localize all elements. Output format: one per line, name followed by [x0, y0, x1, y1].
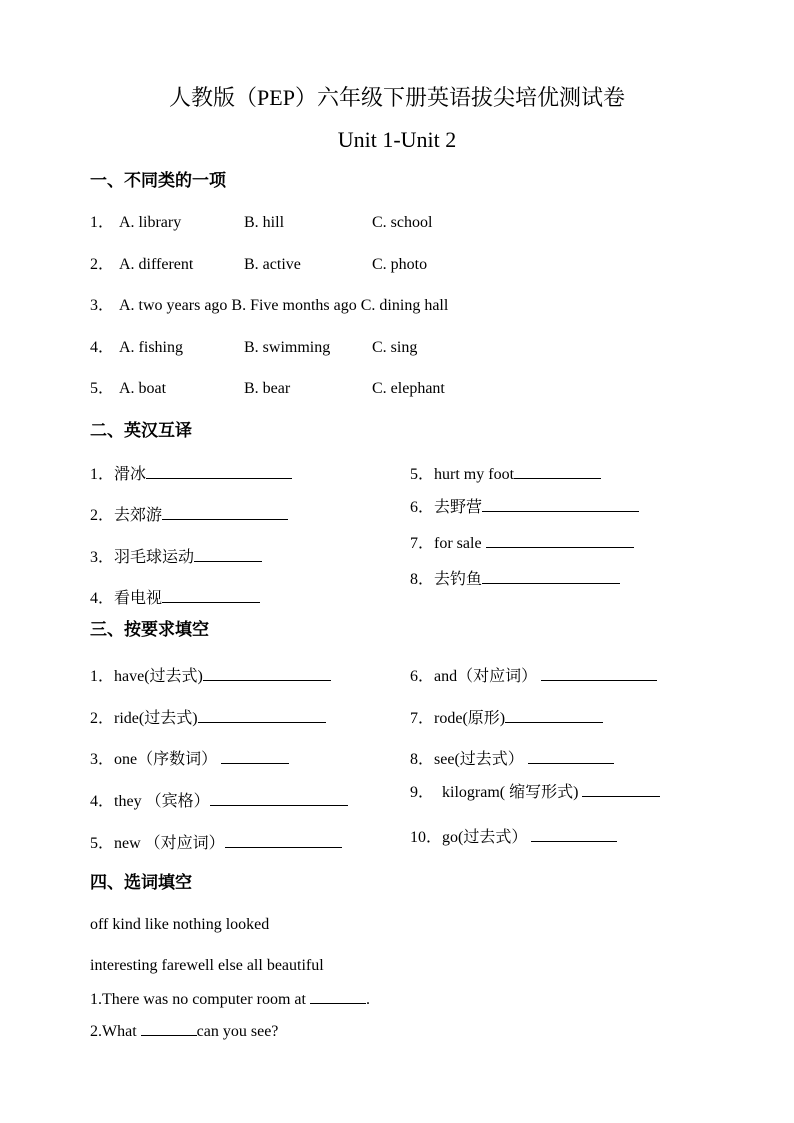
sentence-end: can you see? — [196, 1023, 279, 1040]
item-text: one（序数词） — [114, 751, 218, 768]
answer-blank[interactable] — [146, 463, 292, 479]
answer-blank[interactable] — [310, 988, 366, 1004]
item-text: go(过去式） — [442, 829, 528, 846]
item-number: 1． — [90, 466, 115, 483]
option-a: A. fishing — [119, 339, 183, 356]
question-number: 3． — [90, 297, 115, 314]
option-a: A. boat — [119, 380, 167, 397]
answer-blank[interactable] — [541, 665, 657, 681]
item-number: 2． — [90, 710, 115, 727]
option-c: C. sing — [372, 339, 418, 356]
translation-item — [410, 463, 601, 485]
answer-blank[interactable] — [505, 707, 603, 723]
fill-item — [410, 826, 617, 848]
question-number: 5． — [90, 380, 115, 397]
item-text: 去钓鱼 — [434, 571, 483, 588]
question-number: 2． — [90, 256, 115, 273]
word-bank-line: off kind like nothing looked — [90, 916, 270, 933]
item-text: hurt my foot — [434, 466, 515, 483]
item-number: 5． — [410, 466, 435, 483]
item-number: 3． — [90, 751, 115, 768]
item-number: 3． — [90, 549, 115, 566]
section-3-heading: 三、按要求填空 — [90, 620, 209, 640]
answer-blank[interactable] — [482, 568, 620, 584]
translation-item — [410, 496, 639, 518]
section-2-heading: 二、英汉互译 — [90, 421, 192, 441]
item-text: 滑冰 — [114, 466, 147, 483]
item-number: 8． — [410, 751, 435, 768]
item-number: 7． — [410, 535, 435, 552]
item-number: 5． — [90, 835, 115, 852]
item-text: 看电视 — [114, 590, 163, 607]
answer-blank[interactable] — [194, 546, 262, 562]
answer-blank[interactable] — [225, 832, 342, 848]
answer-blank[interactable] — [210, 790, 348, 806]
section-1-heading: 一、不同类的一项 — [90, 171, 226, 191]
translation-item — [410, 568, 620, 590]
options-line: A. two years ago B. Five months ago C. dining hall — [119, 297, 449, 314]
question-number: 4． — [90, 339, 115, 356]
option-c: C. photo — [372, 256, 428, 273]
fill-item — [90, 665, 331, 687]
item-text: 羽毛球运动 — [114, 549, 195, 566]
option-b: B. swimming — [244, 339, 331, 356]
answer-blank[interactable] — [162, 587, 260, 603]
translation-item — [90, 504, 288, 526]
item-text: and（对应词） — [434, 668, 538, 685]
option-c: C. elephant — [372, 380, 445, 397]
item-text: kilogram( 缩写形式) — [442, 784, 583, 801]
translation-item — [90, 463, 292, 485]
item-number: 6． — [410, 499, 435, 516]
section-4-heading: 四、选词填空 — [90, 873, 192, 893]
answer-blank[interactable] — [198, 707, 326, 723]
item-number: 9． — [410, 784, 435, 801]
answer-blank[interactable] — [582, 781, 660, 797]
answer-blank[interactable] — [221, 748, 289, 764]
answer-blank[interactable] — [528, 748, 614, 764]
option-a: A. different — [119, 256, 194, 273]
sentence-text: 1.There was no computer room at — [90, 991, 310, 1008]
item-text: they （宾格） — [114, 793, 210, 810]
item-text: new （对应词） — [114, 835, 225, 852]
sentence-text: 2.What — [90, 1023, 141, 1040]
option-b: B. bear — [244, 380, 291, 397]
item-text: 去野营 — [434, 499, 483, 516]
answer-blank[interactable] — [482, 496, 639, 512]
item-number: 10． — [410, 829, 443, 846]
fill-item — [410, 781, 660, 803]
item-text: for sale — [434, 535, 486, 552]
item-number: 4． — [90, 590, 115, 607]
item-text: have(过去式) — [114, 668, 203, 685]
fill-sentence — [90, 1020, 278, 1042]
translation-item — [90, 587, 260, 609]
item-text: 去郊游 — [114, 507, 163, 524]
fill-item — [90, 790, 348, 812]
answer-blank[interactable] — [203, 665, 331, 681]
option-a: A. library — [119, 214, 182, 231]
item-number: 2． — [90, 507, 115, 524]
answer-blank[interactable] — [486, 532, 634, 548]
item-text: rode(原形) — [434, 710, 506, 727]
answer-blank[interactable] — [531, 826, 617, 842]
translation-item — [410, 532, 634, 554]
item-number: 6． — [410, 668, 435, 685]
word-bank-line: interesting farewell else all beautiful — [90, 957, 324, 974]
fill-item — [90, 707, 326, 729]
item-number: 1． — [90, 668, 115, 685]
fill-item — [90, 832, 342, 854]
answer-blank[interactable] — [514, 463, 601, 479]
item-number: 8． — [410, 571, 435, 588]
fill-item — [90, 748, 289, 770]
option-c: C. school — [372, 214, 433, 231]
option-b: B. active — [244, 256, 301, 273]
item-text: ride(过去式) — [114, 710, 198, 727]
question-number: 1． — [90, 214, 115, 231]
page-subtitle: Unit 1-Unit 2 — [337, 127, 457, 152]
page-title: 人教版（PEP）六年级下册英语拔尖培优测试卷 — [169, 85, 625, 110]
fill-sentence — [90, 988, 370, 1010]
answer-blank[interactable] — [141, 1020, 197, 1036]
answer-blank[interactable] — [162, 504, 288, 520]
translation-item — [90, 546, 262, 568]
item-number: 4． — [90, 793, 115, 810]
fill-item — [410, 748, 614, 770]
option-b: B. hill — [244, 214, 285, 231]
item-text: see(过去式） — [434, 751, 524, 768]
sentence-end: . — [365, 991, 370, 1008]
fill-item — [410, 707, 603, 729]
fill-item — [410, 665, 657, 687]
item-number: 7． — [410, 710, 435, 727]
